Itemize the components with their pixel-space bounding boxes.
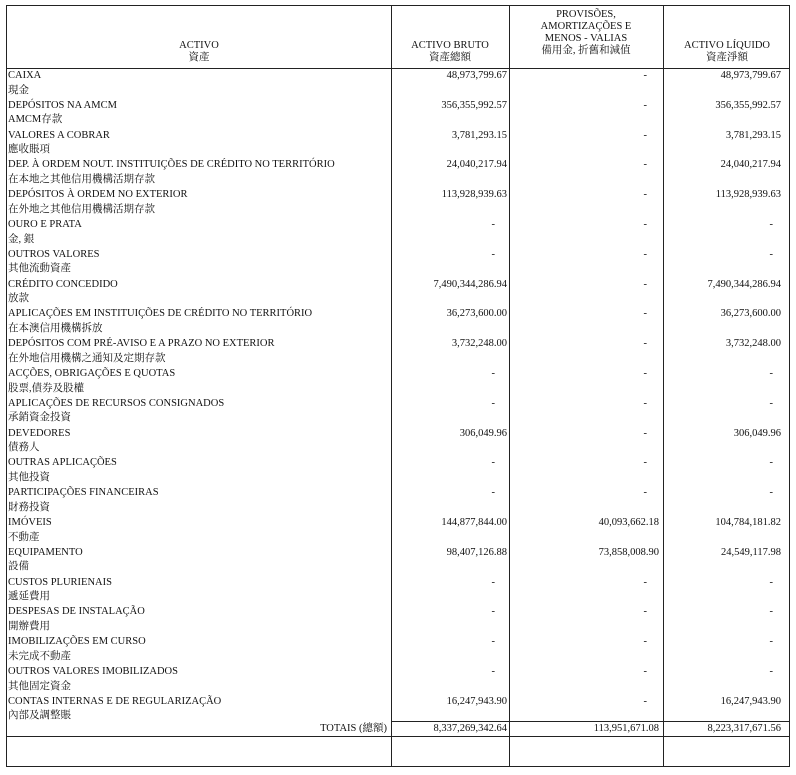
row-activo-liquido: - bbox=[769, 397, 773, 409]
row-activo-liquido: - bbox=[769, 666, 773, 677]
row-activo-bruto: - bbox=[491, 636, 495, 648]
row-provisoes: - bbox=[643, 99, 647, 111]
totals-label: TOTAIS (總額) bbox=[320, 723, 387, 734]
totals-liquido: 8,223,317,671.56 bbox=[707, 723, 781, 734]
row-activo-bruto: 144,877,844.00 bbox=[441, 517, 507, 528]
row-label-pt: IMOBILIZAÇÕES EM CURSO bbox=[8, 636, 146, 648]
row-activo-bruto: 48,973,799.67 bbox=[446, 70, 507, 81]
header-activo: ACTIVO 資產 bbox=[179, 40, 219, 63]
row-label-cn: 金, 銀 bbox=[8, 233, 35, 245]
row-label-cn: 債務人 bbox=[8, 442, 40, 454]
row-label-cn: 現金 bbox=[8, 84, 29, 96]
row-activo-liquido: 306,049.96 bbox=[733, 427, 781, 439]
row-label-pt: DEPÓSITOS COM PRÉ-AVISO E A PRAZO NO EXTERIOR bbox=[8, 338, 275, 350]
row-label-pt: APLICAÇÕES DE RECURSOS CONSIGNADOS bbox=[8, 397, 225, 409]
row-label-pt: DEPÓSITOS À ORDEM NO EXTERIOR bbox=[8, 189, 188, 201]
row-activo-liquido: 3,732,248.00 bbox=[725, 338, 781, 350]
row-label-pt: ACÇÕES, OBRIGAÇÕES E QUOTAS bbox=[8, 368, 176, 379]
row-activo-liquido: 16,247,943.90 bbox=[720, 695, 781, 707]
totals-bottom-line bbox=[7, 736, 789, 737]
row-label-cn: 內部及調整賬 bbox=[8, 710, 71, 722]
row-activo-bruto: - bbox=[491, 368, 495, 379]
row-activo-bruto: - bbox=[491, 576, 495, 588]
row-provisoes: - bbox=[643, 606, 647, 618]
row-label-cn: 未完成不動產 bbox=[8, 650, 71, 662]
row-provisoes: - bbox=[643, 457, 647, 469]
row-label-cn: 開辦費用 bbox=[8, 620, 50, 632]
row-label-cn: 承銷資金投資 bbox=[8, 412, 71, 424]
row-activo-liquido: 24,040,217.94 bbox=[720, 159, 781, 171]
row-label-cn: 設備 bbox=[8, 561, 29, 573]
header-divider bbox=[7, 68, 789, 69]
row-activo-bruto: - bbox=[491, 397, 495, 409]
row-provisoes: - bbox=[643, 666, 647, 677]
row-activo-liquido: - bbox=[769, 487, 773, 499]
row-activo-liquido: 356,355,992.57 bbox=[715, 99, 781, 111]
row-label-pt: EQUIPAMENTO bbox=[8, 546, 83, 558]
balance-sheet-table bbox=[6, 5, 790, 767]
row-activo-bruto: 7,490,344,286.94 bbox=[433, 278, 507, 290]
row-activo-bruto: 306,049.96 bbox=[459, 427, 507, 439]
row-activo-liquido: - bbox=[769, 636, 773, 648]
row-activo-liquido: 3,781,293.15 bbox=[725, 129, 781, 141]
row-activo-liquido: - bbox=[769, 457, 773, 469]
row-provisoes: - bbox=[643, 159, 647, 171]
row-provisoes: 73,858,008.90 bbox=[598, 546, 659, 558]
row-activo-bruto: 113,928,939.63 bbox=[441, 189, 507, 201]
row-activo-liquido: 113,928,939.63 bbox=[715, 189, 781, 201]
row-label-pt: CAIXA bbox=[8, 70, 42, 81]
row-activo-liquido: 36,273,600.00 bbox=[720, 308, 781, 320]
row-label-cn: 在本地之其他信用機構活期存款 bbox=[8, 173, 155, 185]
row-provisoes: - bbox=[643, 248, 647, 260]
row-activo-bruto: 36,273,600.00 bbox=[446, 308, 507, 320]
row-provisoes: - bbox=[643, 487, 647, 499]
row-provisoes: 40,093,662.18 bbox=[598, 517, 659, 528]
header-activo-bruto: ACTIVO BRUTO 資產總額 bbox=[411, 40, 489, 63]
header-activo-liquido: ACTIVO LÍQUIDO 資產淨額 bbox=[683, 40, 771, 63]
row-provisoes: - bbox=[643, 397, 647, 409]
row-provisoes: - bbox=[643, 368, 647, 379]
row-label-pt: OURO E PRATA bbox=[8, 219, 82, 230]
row-provisoes: - bbox=[643, 427, 647, 439]
column-divider bbox=[509, 6, 510, 766]
row-activo-bruto: 98,407,126.88 bbox=[446, 546, 507, 558]
row-provisoes: - bbox=[643, 278, 647, 290]
row-label-cn: 不動產 bbox=[8, 531, 40, 543]
row-provisoes: - bbox=[643, 695, 647, 707]
row-label-cn: AMCM存款 bbox=[8, 114, 63, 126]
row-provisoes: - bbox=[643, 70, 647, 81]
row-activo-bruto: - bbox=[491, 248, 495, 260]
row-label-cn: 在本澳信用機構拆放 bbox=[8, 322, 103, 334]
row-label-pt: CRÉDITO CONCEDIDO bbox=[8, 278, 118, 290]
row-provisoes: - bbox=[643, 219, 647, 230]
row-provisoes: - bbox=[643, 308, 647, 320]
row-label-pt: DESPESAS DE INSTALAÇÃO bbox=[8, 606, 145, 618]
row-activo-liquido: - bbox=[769, 606, 773, 618]
row-activo-bruto: 3,781,293.15 bbox=[451, 129, 507, 141]
row-activo-bruto: - bbox=[491, 219, 495, 230]
row-label-cn: 其他投資 bbox=[8, 471, 50, 483]
row-label-pt: VALORES A COBRAR bbox=[8, 129, 110, 141]
row-label-pt: DEVEDORES bbox=[8, 427, 71, 439]
row-activo-liquido: 48,973,799.67 bbox=[720, 70, 781, 81]
row-activo-liquido: 104,784,181.82 bbox=[715, 517, 781, 528]
column-divider bbox=[663, 6, 664, 766]
row-activo-liquido: - bbox=[769, 219, 773, 230]
row-label-pt: PARTICIPAÇÕES FINANCEIRAS bbox=[8, 487, 159, 499]
row-label-cn: 應收賬項 bbox=[8, 144, 50, 156]
row-label-pt: CUSTOS PLURIENAIS bbox=[8, 576, 112, 588]
row-label-cn: 其他流動資產 bbox=[8, 263, 71, 275]
row-label-pt: OUTROS VALORES IMOBILIZADOS bbox=[8, 666, 178, 677]
row-activo-bruto: - bbox=[491, 666, 495, 677]
row-label-pt: OUTROS VALORES bbox=[8, 248, 100, 260]
row-label-pt: CONTAS INTERNAS E DE REGULARIZAÇÃO bbox=[8, 695, 222, 707]
row-label-cn: 其他固定資金 bbox=[8, 680, 71, 692]
row-label-pt: DEP. À ORDEM NOUT. INSTITUIÇÕES DE CRÉDITO NO TERRITÓRIO bbox=[8, 159, 335, 171]
row-label-cn: 放款 bbox=[8, 293, 29, 305]
row-activo-bruto: - bbox=[491, 606, 495, 618]
row-activo-liquido: - bbox=[769, 368, 773, 379]
row-activo-bruto: 356,355,992.57 bbox=[441, 99, 507, 111]
row-provisoes: - bbox=[643, 189, 647, 201]
row-label-cn: 財務投資 bbox=[8, 501, 50, 513]
totals-provisoes: 113,951,671.08 bbox=[593, 723, 659, 734]
row-label-pt: OUTRAS APLICAÇÕES bbox=[8, 457, 117, 469]
row-activo-liquido: 24,549,117.98 bbox=[721, 546, 781, 558]
row-provisoes: - bbox=[643, 338, 647, 350]
row-provisoes: - bbox=[643, 129, 647, 141]
row-label-cn: 在外地信用機構之通知及定期存款 bbox=[8, 352, 166, 364]
row-activo-bruto: - bbox=[491, 487, 495, 499]
row-label-cn: 在外地之其他信用機構活期存款 bbox=[8, 203, 155, 215]
row-label-pt: DEPÓSITOS NA AMCM bbox=[8, 99, 117, 111]
header-provisoes: PROVISÕES, AMORTIZAÇÕES E MENOS - VALIAS 備用金, 折舊和減值 bbox=[540, 9, 632, 56]
row-activo-bruto: - bbox=[491, 457, 495, 469]
column-divider bbox=[391, 6, 392, 766]
row-label-pt: IMÓVEIS bbox=[8, 517, 52, 528]
row-label-cn: 遞延費用 bbox=[8, 591, 50, 603]
row-activo-bruto: 16,247,943.90 bbox=[446, 695, 507, 707]
row-provisoes: - bbox=[643, 636, 647, 648]
row-activo-bruto: 24,040,217.94 bbox=[446, 159, 507, 171]
row-label-cn: 股票,債券及股權 bbox=[8, 382, 85, 394]
row-activo-liquido: - bbox=[769, 576, 773, 588]
row-activo-bruto: 3,732,248.00 bbox=[451, 338, 507, 350]
totals-bruto: 8,337,269,342.64 bbox=[433, 723, 507, 734]
row-provisoes: - bbox=[643, 576, 647, 588]
row-activo-liquido: 7,490,344,286.94 bbox=[707, 278, 781, 290]
row-activo-liquido: - bbox=[769, 248, 773, 260]
row-label-pt: APLICAÇÕES EM INSTITUIÇÕES DE CRÉDITO NO TERRITÓRIO bbox=[8, 308, 313, 320]
